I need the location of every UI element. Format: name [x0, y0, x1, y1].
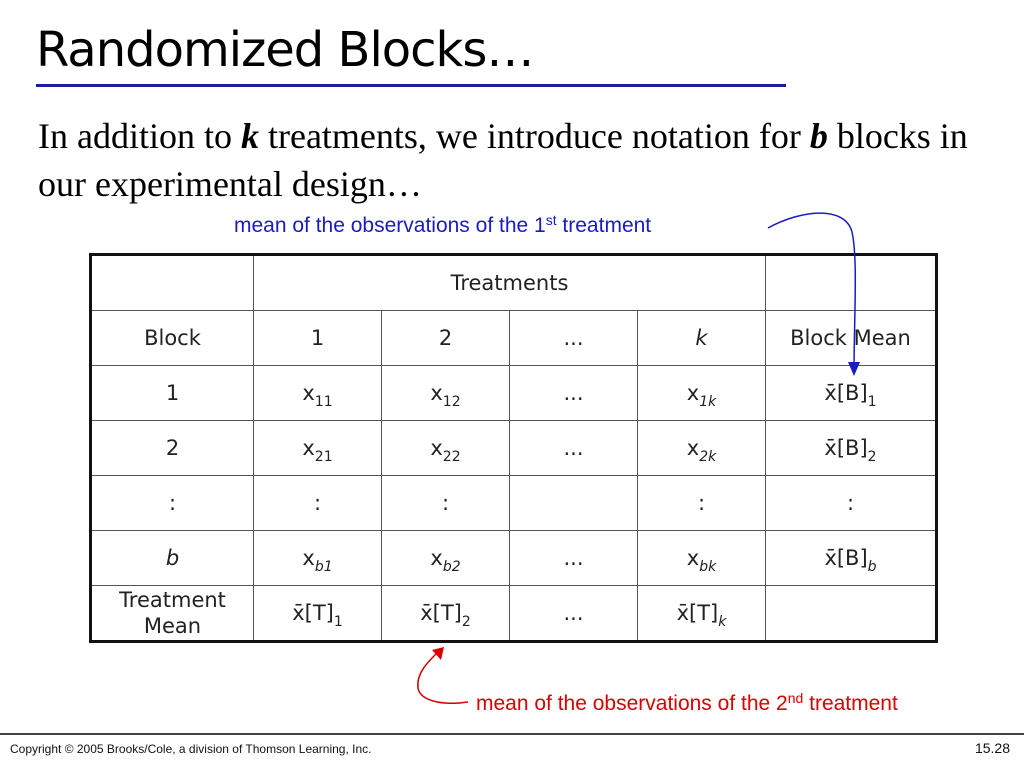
header-ellipsis: ...: [510, 311, 638, 366]
block-mean-cell: :: [766, 476, 937, 531]
table-cell: :: [254, 476, 382, 531]
header-treatment-2: 2: [382, 311, 510, 366]
header-treatment-1: 1: [254, 311, 382, 366]
table-cell: $x_{bk}$: [638, 531, 766, 586]
treatment-mean-cell-empty: [766, 586, 937, 642]
treatment-mean-row: [91, 586, 937, 642]
note-bottom-sup: nd: [787, 690, 804, 706]
table-group-header-row: [91, 255, 937, 311]
table-corner-cell: [91, 255, 254, 311]
header-treatment-k: k: [638, 311, 766, 366]
note-bottom-tail: treatment: [803, 692, 898, 715]
intro-text-2: treatments, we introduce notation for: [258, 116, 810, 156]
header-block: Block: [91, 311, 254, 366]
block-mean-cell: $x̄[B]_2$: [766, 421, 937, 476]
footer-divider: [0, 733, 1024, 735]
copyright-text: Copyright © 2005 Brooks/Cole, a division of Thomson Learning, Inc.: [10, 742, 372, 756]
table-row: [91, 531, 937, 586]
table-cell: $x_{1k}$: [638, 366, 766, 421]
block-mean-cell: $x̄[B]_1$: [766, 366, 937, 421]
table-cell: $x_{b1}$: [254, 531, 382, 586]
table-cell: $x_{11}$: [254, 366, 382, 421]
note-bottom-text: mean of the observations of the 2: [476, 692, 788, 715]
note-first-treatment: [234, 214, 651, 238]
treatment-mean-cell: $x̄[T]_2$: [382, 586, 510, 642]
treatment-mean-cell: ...: [510, 586, 638, 642]
table-cell: [510, 476, 638, 531]
row-label-treatment-mean: Treatment Mean: [91, 586, 254, 642]
treatments-header: Treatments: [254, 255, 766, 311]
row-label: b: [91, 531, 254, 586]
red-arrowhead-icon: [432, 647, 444, 660]
slide-title: Randomized Blocks…: [36, 22, 534, 78]
row-label: 1: [91, 366, 254, 421]
table-cell: $x_{b2}$: [382, 531, 510, 586]
intro-k: k: [240, 116, 259, 156]
header-block-mean: Block Mean: [766, 311, 937, 366]
treatment-mean-cell: $x̄[T]_k$: [638, 586, 766, 642]
table-row: [91, 421, 937, 476]
table-cell: $x_{22}$: [382, 421, 510, 476]
table-row: [91, 366, 937, 421]
randomized-blocks-table: [89, 253, 938, 643]
note-top-text: mean of the observations of the 1: [234, 214, 546, 237]
intro-text-1: In addition to: [38, 116, 241, 156]
intro-text-3: blocks in our experimental design…: [38, 116, 968, 204]
table-cell: $x_{2k}$: [638, 421, 766, 476]
table-cell: ...: [510, 531, 638, 586]
title-underline: [36, 84, 786, 87]
row-label: 2: [91, 421, 254, 476]
block-mean-cell: $x̄[B]_b$: [766, 531, 937, 586]
table-cell: ...: [510, 366, 638, 421]
table-header-row: [91, 311, 937, 366]
table-cell: :: [638, 476, 766, 531]
table-corner-cell-right: [766, 255, 937, 311]
page-number: 15.28: [974, 740, 1010, 756]
table-row: [91, 476, 937, 531]
intro-b: b: [809, 116, 828, 156]
table-cell: $x_{12}$: [382, 366, 510, 421]
treatment-mean-cell: $x̄[T]_1$: [254, 586, 382, 642]
table-cell: $x_{21}$: [254, 421, 382, 476]
table-cell: :: [382, 476, 510, 531]
note-top-sup: st: [545, 212, 557, 228]
row-label: :: [91, 476, 254, 531]
note-second-treatment: [476, 692, 898, 716]
note-top-tail: treatment: [556, 214, 652, 237]
red-arrow: [418, 650, 468, 703]
table-cell: ...: [510, 421, 638, 476]
intro-paragraph: [38, 112, 998, 208]
